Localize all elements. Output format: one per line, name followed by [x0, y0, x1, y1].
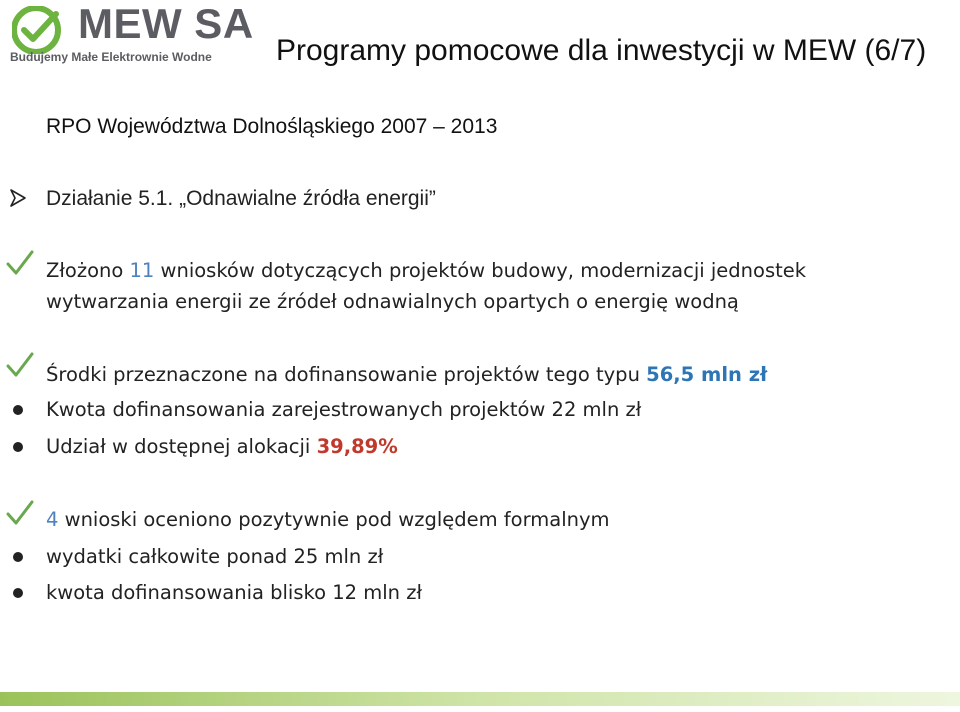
logo-name: MEW SA [78, 0, 254, 47]
action-text: Działanie 5.1. „Odnawialne źródła energii” [46, 187, 436, 210]
applications-line-2: wytwarzania energii ze źródeł odnawialnych opartych o energię wodną [46, 290, 739, 313]
logo-emblem-icon [12, 6, 68, 54]
total-costs-line: wydatki całkowite ponad 25 mln zł [46, 545, 384, 568]
check-icon [6, 250, 34, 276]
share-percent: 39,89% [316, 435, 398, 458]
action-line [46, 187, 436, 211]
applications-rest: wniosków dotyczących projektów budowy, modernizacji jednostek [154, 259, 807, 282]
logo-tagline: Budujemy Małe Elektrownie Wodne [10, 50, 212, 64]
registered-line: Kwota dofinansowania zarejestrowanych projektów 22 mln zł [46, 398, 642, 421]
funds-amount: 56,5 mln zł [646, 363, 768, 386]
applications-count: 11 [129, 259, 155, 282]
share-line [46, 435, 398, 458]
program-subtitle: RPO Województwa Dolnośląskiego 2007 – 2013 [46, 115, 498, 138]
evaluated-text: wnioski oceniono pozytywnie pod względem formalnym [58, 508, 610, 531]
page-title: Programy pomocowe dla inwestycji w MEW (6/7) [276, 34, 927, 67]
share-text: Udział w dostępnej alokacji [46, 435, 317, 458]
arrow-bullet-icon [8, 188, 28, 208]
check-icon [6, 352, 34, 378]
cofinancing-line: kwota dofinansowania blisko 12 mln zł [46, 581, 422, 604]
company-logo [8, 0, 254, 68]
evaluated-count: 4 [46, 508, 59, 531]
bullet-dot-icon [12, 441, 24, 453]
bullet-dot-icon [12, 551, 24, 563]
applications-line-1 [46, 259, 806, 282]
funds-text: Środki przeznaczone na dofinansowanie projektów tego typu [46, 363, 647, 386]
funds-line [46, 363, 767, 386]
evaluated-line [46, 508, 610, 531]
check-icon [6, 500, 34, 526]
footer-band [0, 692, 960, 706]
bullet-dot-icon [12, 404, 24, 416]
applications-prefix: Złożono [46, 259, 130, 282]
bullet-dot-icon [12, 587, 24, 599]
